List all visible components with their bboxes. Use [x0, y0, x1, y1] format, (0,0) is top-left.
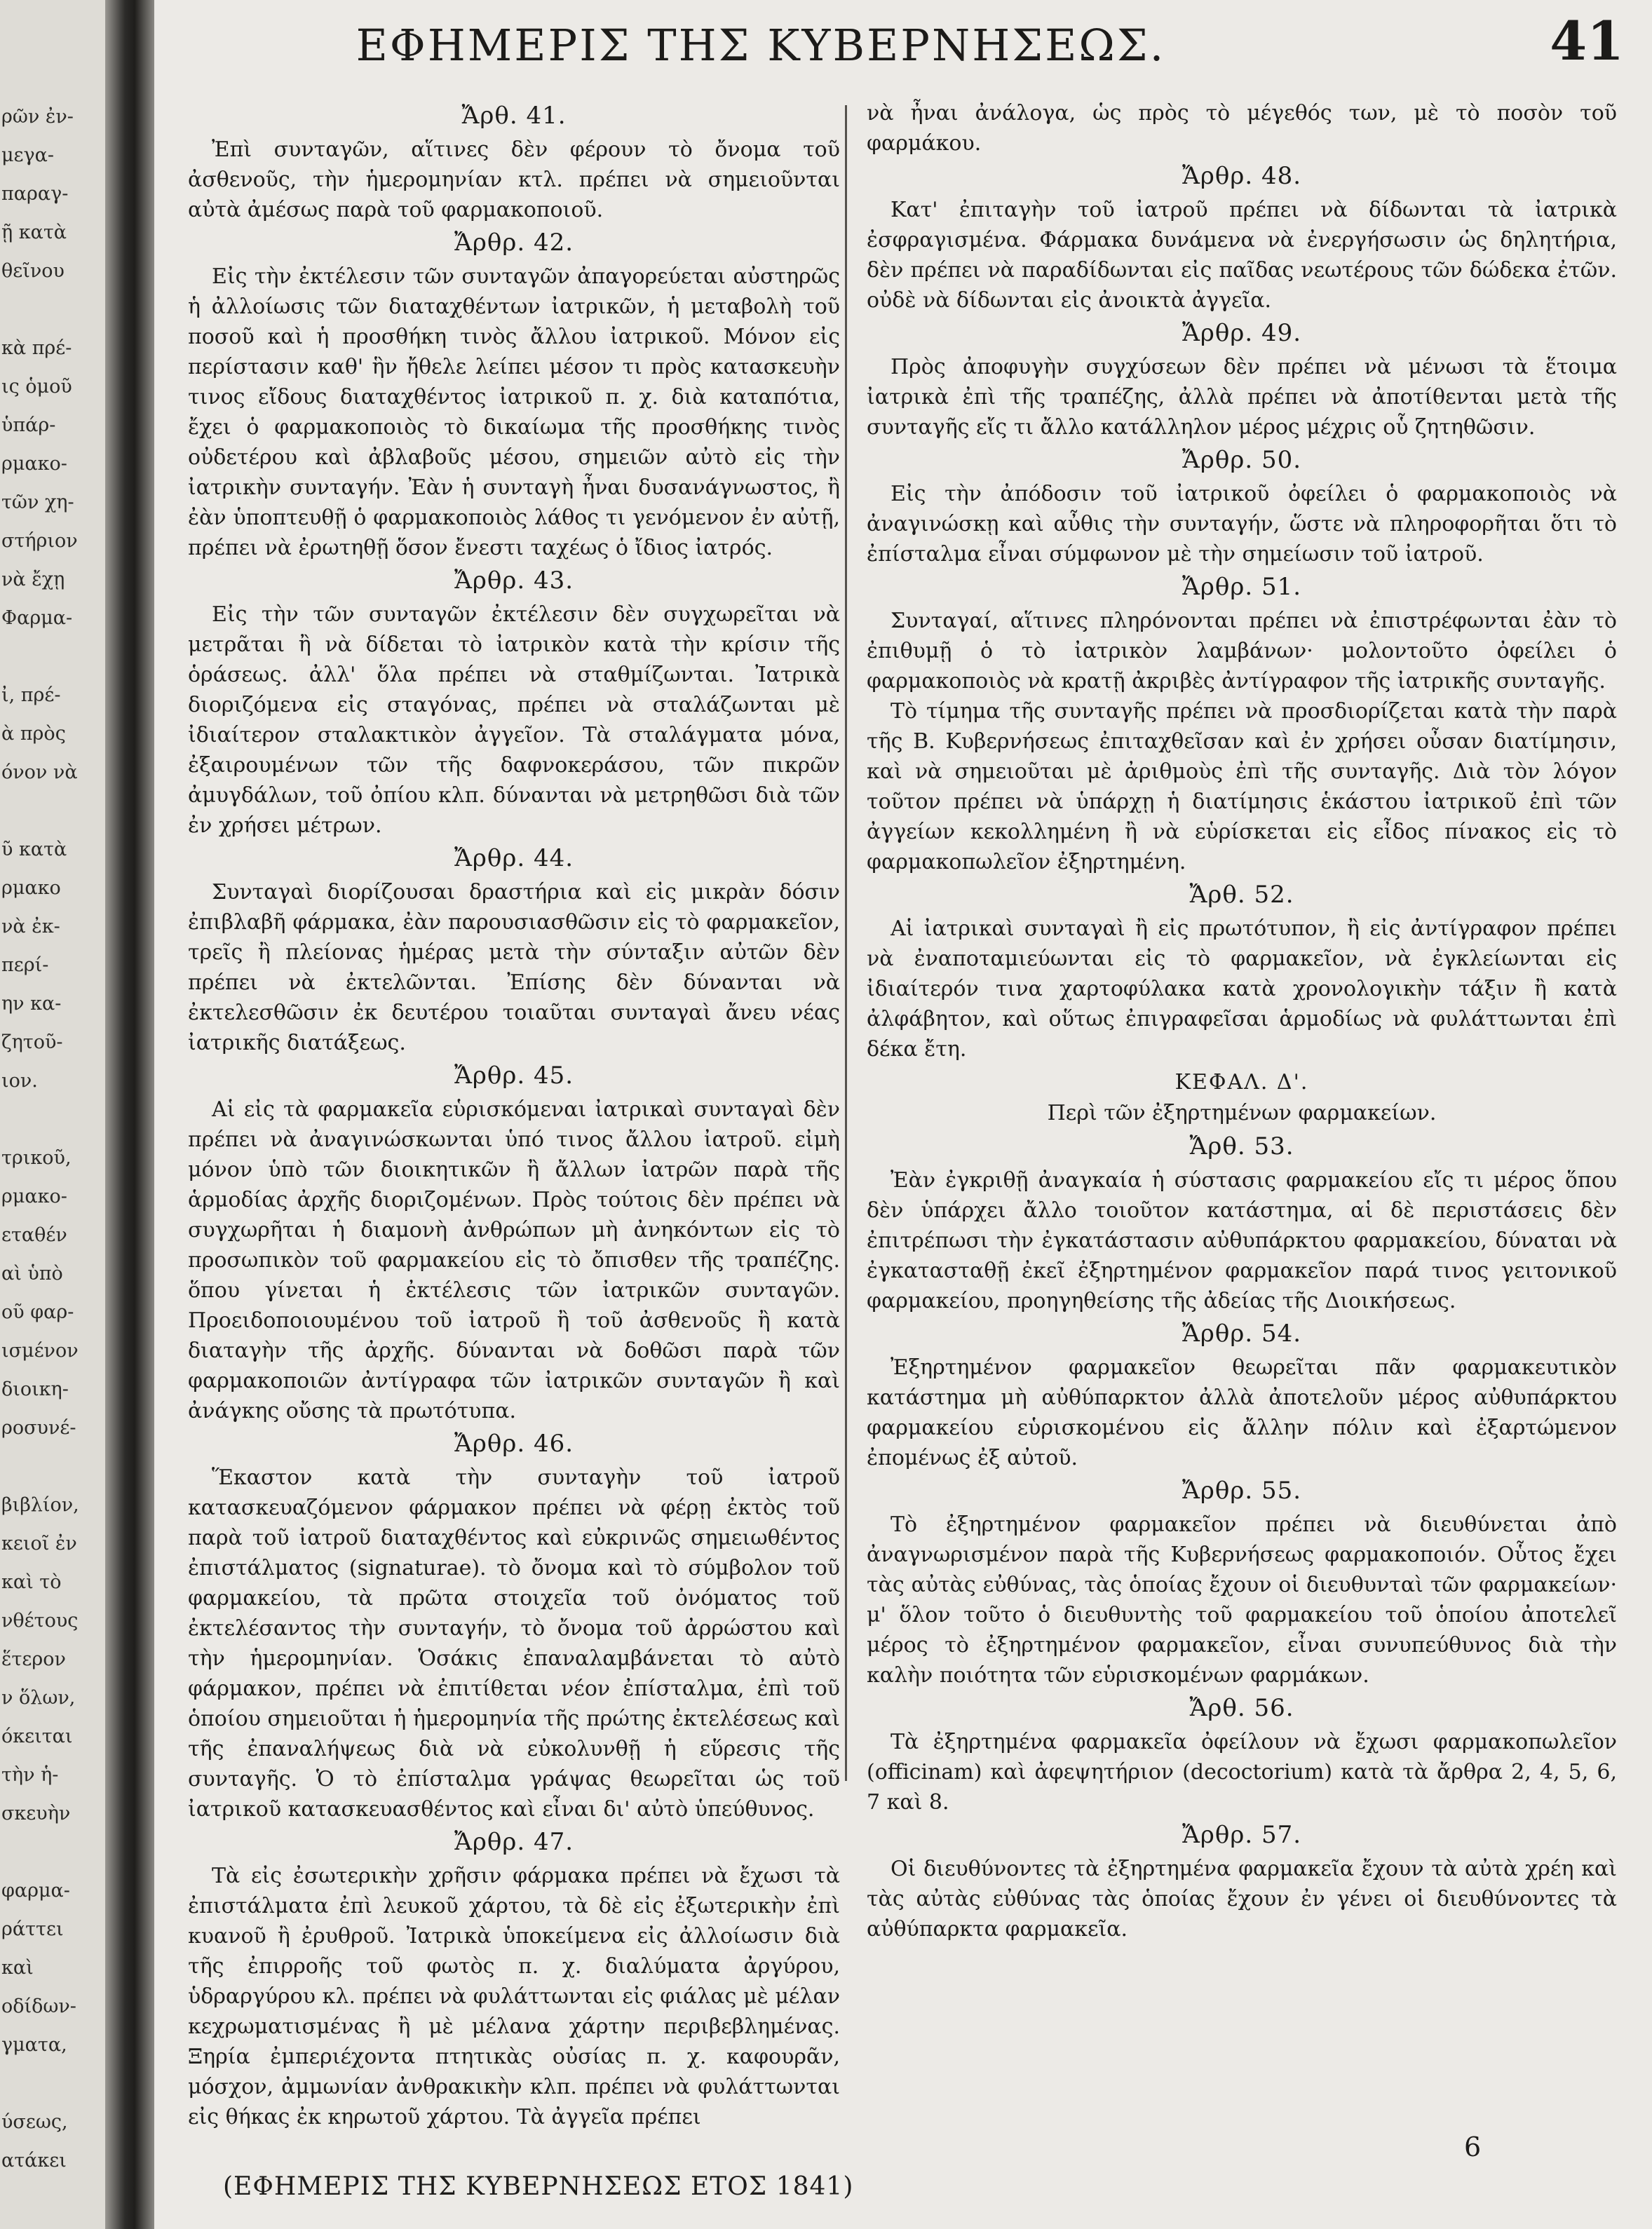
chapter-subtitle: Περὶ τῶν ἐξηρτημένων φαρμακείων. — [1047, 1101, 1437, 1125]
fragment-line: ρῶν ἐν- — [1, 106, 74, 128]
fragment-line: ροσυνέ- — [1, 1417, 76, 1439]
fragment-line: ρμακο — [1, 877, 61, 899]
article-paragraph: Αἱ ἰατρικαὶ συνταγαὶ ἢ εἰς πρωτότυπον, ἢ εἰς ἀντίγραφον πρέπει νὰ ἐναποταμιεύωνται εἰς τὸ φαρμακεῖον, νὰ ἐγκλείωνται εἰς ἰδιαίτερόν τινα χαρτοφύλακα κατὰ χρονολογικὴν τάξιν ἢ κατὰ ἀλφάβητον, καὶ οὕτως ἐπιγραφεῖσαι ἁρμοδίως νὰ φυλάττωνται ἐπὶ δέκα ἔτη. — [867, 916, 1617, 1062]
fragment-line: όνον νὰ — [1, 761, 78, 783]
fragment-line: αὶ ὑπὸ — [1, 1263, 63, 1285]
left-column — [188, 98, 840, 2132]
fragment-line: κὰ πρέ- — [1, 337, 72, 359]
fragment-line: τὴν ἡ- — [1, 1764, 59, 1786]
fragment-line: τρικοῦ, — [1, 1147, 72, 1169]
article-heading: Ἄρθρ. 49. — [1182, 319, 1302, 347]
article-paragraph: Τὸ ἐξηρτημένον φαρμακεῖον πρέπει νὰ διευθύνεται ἀπὸ ἀναγνωρισμένον παρὰ τῆς Κυβερνήσεως φαρμακοποιόν. Οὗτος ἔχει τὰς αὐτὰς εὐθύνας, τὰς ὁποίας ἔχουν οἱ διευθυνταὶ τῶν φαρμακείων· μ' ὅλον τοῦτο ὁ διευθυντὴς τοῦ φαρμακείου τοῦ ὁποίου ἀποτελεῖ μέρος τὸ ἐξηρτημένον φαρμακεῖον, εἶναι συνυπεύθυνος διὰ τὴν καλὴν ποιότητα τῶν εὑρισκομένων φαρμάκων. — [867, 1512, 1617, 1688]
fragment-line: ῦ κατὰ — [1, 839, 67, 860]
fragment-line: οῦ φαρ- — [1, 1301, 74, 1323]
chapter-heading: ΚΕΦΑΛ. Δ'. — [1174, 1070, 1309, 1095]
page-number: 41 — [1550, 10, 1624, 72]
article-paragraph: Τὸ τίμημα τῆς συνταγῆς πρέπει νὰ προσδιορίζεται κατὰ τὴν παρὰ τῆς Β. Κυβερνήσεως ἐπιταχθεῖσαν καὶ ἐν χρήσει οὖσαν διατίμησιν, καὶ νὰ σημειοῦται μὲ ἀριθμοὺς ἐπὶ τῆς συνταγῆς. Διὰ τὸν λόγον τοῦτον πρέπει νὰ ὑπάρχῃ ἡ διατίμησις ἑκάστου ἰατρικοῦ ἐπὶ τῶν ἀγγείων κεκολλημένη ἢ νὰ εὑρίσκεται εἰς εἶδος πίνακος εἰς τὸ φαρμακοπωλεῖον ἐξηρτημένη. — [867, 699, 1617, 874]
fragment-line: θεῖνου — [1, 260, 65, 282]
previous-page-fragment — [0, 0, 105, 2229]
fragment-line: ιον. — [1, 1070, 38, 1092]
sheet-number: 6 — [1464, 2132, 1482, 2162]
fragment-line: ὰ πρὸς — [1, 723, 66, 745]
article-paragraph: Ἕκαστον κατὰ τὴν συνταγὴν τοῦ ἰατροῦ κατασκευαζόμενον φάρμακον πρέπει νὰ φέρῃ ἐκτὸς τοῦ παρὰ τοῦ ἰατροῦ διαταχθέντος καὶ εὐκρινῶς σημειωθέντος ἐπιστάλματος (signaturae). τὸ ὄνομα καὶ τὸ σύμβολον τοῦ φαρμακείου, τὰ πρῶτα στοιχεῖα τοῦ ὀνόματος τοῦ ἐκτελέσαντος τὴν συνταγήν, τὸ ὄνομα τοῦ ἀρρώστου καὶ τὴν ἡμερομηνίαν. Ὁσάκις ἐπαναλαμβάνεται τὸ αὐτὸ φάρμακον, πρέπει νὰ ἐπιτίθεται νέον ἐπίσταλμα, ἐπὶ τοῦ ὁποίου σημειοῦται ἡ ἡμερομηνία τῆς πρώτης ἐκτελέσεως καὶ τῆς ἐπαναλήψεως διὰ νὰ εὐκολυνθῇ ἡ εὕρεσις τῆς συνταγῆς. Ὁ τὸ ἐπίσταλμα γράψας θεωρεῖται ὡς τοῦ ἰατρικοῦ κατασκευασθέντος καὶ εἶναι δι' αὐτὸ ὑπεύθυνος. — [188, 1465, 840, 1822]
fragment-line: όκειται — [1, 1726, 73, 1747]
article-heading: Ἄρθρ. 51. — [1182, 573, 1302, 601]
article-heading: Ἄρθρ. 48. — [1182, 162, 1302, 190]
fragment-line: σκευὴν — [1, 1803, 71, 1824]
fragment-line: Φαρμα- — [1, 607, 73, 629]
article-heading: Ἄρθρ. 47. — [454, 1828, 574, 1856]
article-paragraph: Κατ' ἐπιταγὴν τοῦ ἰατροῦ πρέπει νὰ δίδωνται τὰ ἰατρικὰ ἐσφραγισμένα. Φάρμακα δυνάμενα νὰ ἐνεργήσωσιν ὡς δηλητήρια, δὲν πρέπει νὰ παραδίδωνται εἰς παῖδας νεωτέρους τῶν δώδεκα ἐτῶν. οὐδὲ νὰ δίδωνται εἰς ἀνοικτὰ ἀγγεῖα. — [867, 198, 1617, 313]
fragment-line: νθέτους — [1, 1610, 79, 1632]
fragment-line: ῇ κατὰ — [1, 222, 67, 243]
book-gutter — [105, 0, 154, 2229]
article-paragraph: νὰ ἦναι ἀνάλογα, ὡς πρὸς τὸ μέγεθός των, μὲ τὸ ποσὸν τοῦ φαρμάκου. — [867, 101, 1617, 156]
fragment-line: διοικη- — [1, 1378, 69, 1400]
article-paragraph: Τὰ εἰς ἐσωτερικὴν χρῆσιν φάρμακα πρέπει νὰ ἔχωσι τὰ ἐπιστάλματα ἐπὶ λευκοῦ χάρτου, τὰ δὲ εἰς ἐξωτερικὴν ἐπὶ κυανοῦ ἢ ἐρυθροῦ. Ἰατρικὰ ὑποκείμενα εἰς ἀλλοίωσιν διὰ τῆς ἐπιρροῆς τοῦ φωτὸς π. χ. διαλύματα ἀργύρου, ὑδραργύρου κλ. πρέπει νὰ φυλάττωνται εἰς φιάλας μὲ μέλαν κεχρωματισμένας ἢ μὲ μέλανα χάρτην περιβεβλημένας. Ξηρία ἐμπεριέχοντα πτητικὰς οὐσίας π. χ. καφουρᾶν, μόσχον, ἀμμωνίαν ἀνθρακικὴν κλπ. πρέπει νὰ φυλάττωνται εἰς θήκας ἐκ κηρωτοῦ χάρτου. Τὰ ἀγγεῖα πρέπει — [188, 1864, 840, 2129]
fragment-line: ατάκει — [1, 2150, 67, 2172]
fragment-line: νὰ ἔχῃ — [1, 569, 65, 590]
fragment-line: τῶν χη- — [1, 492, 74, 513]
fragment-line: εταθέν — [1, 1224, 67, 1246]
article-paragraph: Συνταγαὶ διορίζουσαι δραστήρια καὶ εἰς μικρὰν δόσιν ἐπιβλαβῆ φάρμακα, ἐὰν παρουσιασθῶσιν εἰς τὸ φαρμακεῖον, τρεῖς ἢ πλείονας ἡμέρας μετὰ τὴν σύνταξιν αὐτῶν δὲν πρέπει νὰ ἐκτελῶνται. Ἐπίσης δὲν δύνανται νὰ ἐκτελεσθῶσιν ἐκ δευτέρου τοιαῦται συνταγαὶ ἄνευ νέας ἰατρικῆς διατάξεως. — [188, 880, 840, 1055]
article-heading: Ἄρθ. 41. — [461, 102, 567, 130]
fragment-line: ην κα- — [1, 993, 62, 1015]
fragment-line: νὰ ἐκ- — [1, 916, 60, 937]
page-title: ΕΦΗΜΕΡΙΣ ΤΗΣ ΚΥΒΕΡΝΗΣΕΩΣ. — [356, 20, 1166, 71]
fragment-line: καὶ τὸ — [1, 1571, 62, 1593]
article-heading: Ἄρθρ. 50. — [1182, 446, 1302, 474]
fragment-line: ὑπάρ- — [1, 414, 56, 436]
article-paragraph: Πρὸς ἀποφυγὴν συγχύσεων δὲν πρέπει νὰ μένωσι τὰ ἕτοιμα ἰατρικὰ ἐπὶ τῆς τραπέζης, ἀλλὰ πρέπει νὰ ἀποτίθενται μετὰ τῆς συνταγῆς εἴς τι ἄλλο κατάλληλον μέρος μέχρις οὗ ζητηθῶσιν. — [867, 355, 1617, 440]
fragment-line: κειοῖ ἐν — [1, 1533, 77, 1554]
fragment-line: ν ὅλων, — [1, 1687, 76, 1709]
fragment-line: ζητοῦ- — [1, 1031, 63, 1053]
fragment-line: ύσεως, — [1, 2111, 68, 2133]
fragment-line: μεγα- — [1, 144, 55, 166]
article-heading: Ἄρθρ. 45. — [454, 1062, 574, 1090]
fragment-line: περί- — [1, 954, 49, 976]
fragment-line: ρμακο- — [1, 1186, 67, 1207]
article-heading: Ἄρθρ. 55. — [1182, 1477, 1302, 1505]
article-heading: Ἄρθρ. 54. — [1182, 1320, 1302, 1348]
fragment-line: ισμένον — [1, 1340, 79, 1362]
fragment-line: ις ὁμοῦ — [1, 376, 72, 398]
article-paragraph: Εἰς τὴν τῶν συνταγῶν ἐκτέλεσιν δὲν συγχωρεῖται νὰ μετρᾶται ἢ νὰ δίδεται τὸ ἰατρικὸν κατὰ τὴν κρίσιν τῆς ὁράσεως. ἀλλ' ὅλα πρέπει νὰ σταθμίζωνται. Ἰατρικὰ διοριζόμενα εἰς σταγόνας, πρέπει νὰ σταλάζωνται μὲ ἰδιαίτερον σταλακτικὸν ἀγγεῖον. Τὰ σταλάγματα μόνα, ἐξαιρουμένων τῶν τῆς δαφνοκεράσου, τῶν πικρῶν ἀμυγδάλων, τοῦ ὀπίου κλπ. δύνανται νὰ μετρηθῶσι διὰ τῶν ἐν χρήσει μέτρων. — [188, 602, 840, 838]
article-heading: Ἄρθ. 56. — [1189, 1694, 1294, 1722]
fragment-line: ἕτερον — [1, 1648, 66, 1670]
article-heading: Ἄρθρ. 46. — [454, 1430, 574, 1458]
article-paragraph: Ἐὰν ἐγκριθῇ ἀναγκαία ἡ σύστασις φαρμακείου εἴς τι μέρος ὅπου δὲν ὑπάρχει ἄλλο τοιοῦτον κατάστημα, αἱ δὲ περιστάσεις δὲν ἐπιτρέπωσι τὴν ἐγκατάστασιν αὐθυπάρκτου φαρμακείου, δύναται νὰ ἐγκατασταθῇ ἐκεῖ ἐξηρτημένον φαρμακεῖον παρά τινος γειτονικοῦ φαρμακείου, προηγηθείσης τῆς ἀδείας τῆς Διοικήσεως. — [867, 1168, 1617, 1313]
article-paragraph: Ἐπὶ συνταγῶν, αἵτινες δὲν φέρουν τὸ ὄνομα τοῦ ἀσθενοῦς, τὴν ἡμερομηνίαν κτλ. πρέπει νὰ σημειοῦνται αὐτὰ ἀμέσως παρὰ τοῦ φαρμακοποιοῦ. — [188, 137, 840, 222]
article-heading: Ἄρθρ. 57. — [1182, 1821, 1302, 1849]
article-paragraph: Οἱ διευθύνοντες τὰ ἐξηρτημένα φαρμακεῖα ἔχουν τὰ αὐτὰ χρέη καὶ τὰς αὐτὰς εὐθύνας τὰς ὁποίας ἔχουν ἐν γένει οἱ διευθύνοντες τὰ αὐθύπαρκτα φαρμακεῖα. — [867, 1857, 1617, 1942]
fragment-line: στήριον — [1, 530, 78, 552]
right-column — [867, 98, 1617, 1944]
fragment-line: ράττει — [1, 1918, 64, 1940]
column-divider — [845, 105, 847, 1781]
article-paragraph: Εἰς τὴν ἀπόδοσιν τοῦ ἰατρικοῦ ὀφείλει ὁ φαρμακοποιὸς νὰ ἀναγινώσκῃ καὶ αὖθις τὴν συνταγήν, ὥστε νὰ πληροφορῆται ὅτι τὸ ἐπίσταλμα εἶναι σύμφωνον μὲ τὴν σημείωσιν τοῦ ἰατροῦ. — [867, 482, 1617, 567]
fragment-line: βιβλίον, — [1, 1494, 79, 1516]
article-heading: Ἄρθρ. 44. — [454, 844, 574, 872]
article-paragraph: Εἰς τὴν ἐκτέλεσιν τῶν συνταγῶν ἀπαγορεύεται αὐστηρῶς ἡ ἀλλοίωσις τῶν διαταχθέντων ἰατρικῶν, ἡ μεταβολὴ τοῦ ποσοῦ καὶ ἡ προσθήκη τινὸς ἄλλου ἰατρικοῦ. Μόνον εἰς περίστασιν καθ' ἣν ἤθελε λείπει μέσον τι πρὸς κατασκευὴν τινος εἴδους διαταχθέντος ἰατρικοῦ π. χ. διὰ καταπότια, ἔχει ὁ φαρμακοποιὸς τὸ δικαίωμα τῆς προσθήκης τινὸς οὐδετέρου καὶ ἀβλαβοῦς μέσου, σημειῶν αὐτὸ εἰς τὴν ἰατρικὴν συνταγήν. Ἐὰν ἡ συνταγὴ ἦναι δυσανάγνωστος, ἢ ἐὰν ὑποπτευθῇ ὁ φαρμακοποιὸς λάθος τι γενόμενον ἐν αὐτῇ, πρέπει νὰ ἐρωτηθῇ ὅσον ἔνεστι ταχέως ὁ ἴδιος ἰατρός. — [188, 264, 840, 560]
article-heading: Ἄρθ. 52. — [1189, 881, 1294, 909]
fragment-line: παραγ- — [1, 183, 69, 205]
article-heading: Ἄρθ. 53. — [1189, 1132, 1294, 1160]
article-paragraph: Ἐξηρτημένον φαρμακεῖον θεωρεῖται πᾶν φαρμακευτικὸν κατάστημα μὴ αὐθύπαρκτον ἀλλὰ ἀποτελοῦν μέρος αὐθυπάρκτου φαρμακείου εὑρισκομένου εἰς ἄλλην πόλιν καὶ ἐξαρτώμενον ἐπομένως ἐξ αὐτοῦ. — [867, 1355, 1617, 1470]
fragment-line: καὶ — [1, 1957, 34, 1979]
article-heading: Ἄρθρ. 42. — [454, 229, 574, 257]
fragment-line: ρμακο- — [1, 453, 67, 475]
footer-imprint: (ΕΦΗΜΕΡΙΣ ΤΗΣ ΚΥΒΕΡΝΗΣΕΩΣ ΕΤΟΣ 1841) — [223, 2172, 854, 2201]
article-paragraph: Συνταγαί, αἵτινες πληρόνονται πρέπει νὰ ἐπιστρέφωνται ἐὰν τὸ ἐπιθυμῇ ὁ τὸ ἰατρικὸν λαμβάνων· μολοντοῦτο ὀφείλει ὁ φαρμακοποιὸς νὰ κρατῇ ἀκριβὲς ἀντίγραφον τῆς ἰατρικῆς συνταγῆς. — [867, 609, 1617, 693]
fragment-line: φαρμα- — [1, 1880, 70, 1902]
article-paragraph: Τὰ ἐξηρτημένα φαρμακεῖα ὀφείλουν νὰ ἔχωσι φαρμακοπωλεῖον (officinam) καὶ ἀφεψητήριον (decoctorium) κατὰ τὰ ἄρθρα 2, 4, 5, 6, 7 καὶ 8. — [867, 1730, 1617, 1815]
fragment-line: γματα, — [1, 2034, 67, 2056]
article-heading: Ἄρθρ. 43. — [454, 567, 574, 595]
fragment-line: οδίδων- — [1, 1996, 76, 2017]
article-paragraph: Αἱ εἰς τὰ φαρμακεῖα εὑρισκόμεναι ἰατρικαὶ συνταγαὶ δὲν πρέπει νὰ ἀναγινώσκωνται ὑπό τινος ἄλλου ἰατροῦ. εἰμὴ μόνον ὑπὸ τῶν διοικητικῶν ἢ ἄλλων ἰατρῶν παρὰ τῆς ἁρμοδίας ἀρχῆς διοριζομένων. Πρὸς τούτοις δὲν πρέπει νὰ συγχωρῆται ἡ διαμονὴ ἀνθρώπων μὴ ἀνηκόντων εἰς τὸ προσωπικὸν τοῦ φαρμακείου εἰς τὸ ὄπισθεν τῆς τραπέζης. ὅπου γίνεται ἡ ἐκτέλεσις τῶν ἰατρικῶν συνταγῶν. Προειδοποιουμένου τοῦ ἰατροῦ ἢ τοῦ ἀσθενοῦς ἢ κατὰ διαταγὴν τῆς ἀρχῆς. δύνανται νὰ δοθῶσι παρὰ τῶν φαρμακοποιῶν ἀντίγραφα τῶν ἰατρικῶν συνταγῶν ἢ καὶ ἀνάγκης οὔσης τὰ πρωτότυπα. — [188, 1097, 840, 1423]
fragment-line: ἰ, πρέ- — [1, 684, 61, 706]
